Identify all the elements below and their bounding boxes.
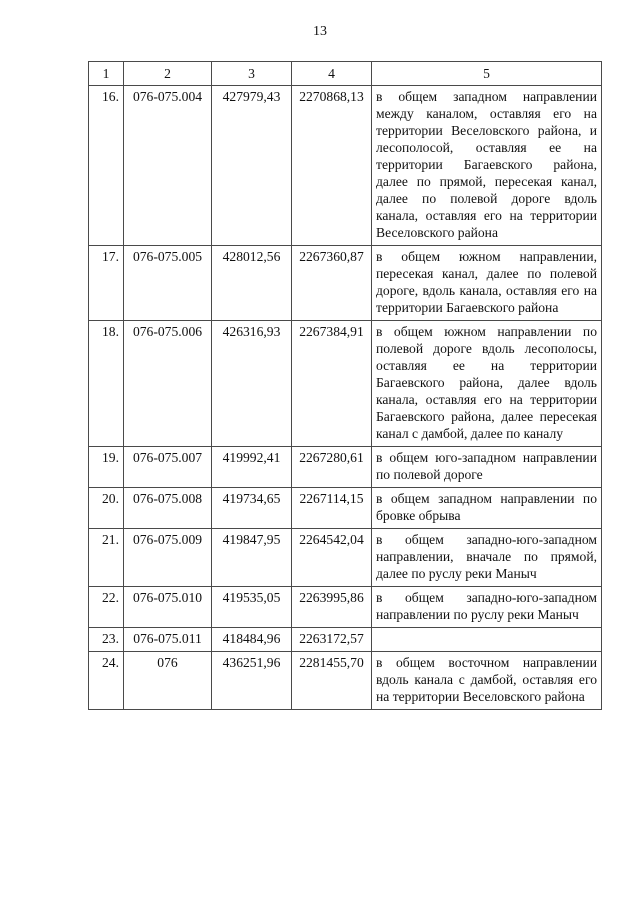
coordinate-y-cell: 2281455,70 xyxy=(292,652,372,710)
row-number-cell: 19. xyxy=(89,447,124,488)
coordinate-y-cell: 2270868,13 xyxy=(292,86,372,246)
table-row xyxy=(89,447,602,488)
point-code-cell: 076-075.006 xyxy=(124,321,212,447)
point-code-cell: 076-075.004 xyxy=(124,86,212,246)
coordinate-y-cell: 2267114,15 xyxy=(292,488,372,529)
coordinate-y-cell: 2267280,61 xyxy=(292,447,372,488)
point-code-cell: 076-075.010 xyxy=(124,587,212,628)
table-row xyxy=(89,246,602,321)
coordinate-x-cell: 419734,65 xyxy=(212,488,292,529)
description-cell xyxy=(372,628,602,652)
point-code-cell: 076 xyxy=(124,652,212,710)
coordinate-x-cell: 418484,96 xyxy=(212,628,292,652)
column-header-3: 3 xyxy=(212,62,292,86)
table-row xyxy=(89,628,602,652)
column-header-1: 1 xyxy=(89,62,124,86)
description-cell: в общем восточном направлении вдоль канала с дамбой, оставляя его на территории Веселовского района xyxy=(372,652,602,710)
description-cell: в общем южном направлении по полевой дороге вдоль лесополосы, оставляя ее на территории Багаевского района, далее вдоль канала, оставляя его на территории Багаевского района, далее пересекая канал с дамбой, далее по каналу xyxy=(372,321,602,447)
coordinate-y-cell: 2263172,57 xyxy=(292,628,372,652)
table-row xyxy=(89,321,602,447)
table-row xyxy=(89,652,602,710)
table-row xyxy=(89,587,602,628)
point-code-cell: 076-075.011 xyxy=(124,628,212,652)
coordinate-x-cell: 426316,93 xyxy=(212,321,292,447)
table-row xyxy=(89,529,602,587)
point-code-cell: 076-075.008 xyxy=(124,488,212,529)
row-number-cell: 16. xyxy=(89,86,124,246)
description-cell: в общем западно-юго-западном направлении по руслу реки Маныч xyxy=(372,587,602,628)
column-header-5: 5 xyxy=(372,62,602,86)
point-code-cell: 076-075.009 xyxy=(124,529,212,587)
table-header-row xyxy=(89,62,602,86)
description-cell: в общем западно-юго-западном направлении, вначале по прямой, далее по руслу реки Маныч xyxy=(372,529,602,587)
coordinate-x-cell: 427979,43 xyxy=(212,86,292,246)
coordinate-y-cell: 2264542,04 xyxy=(292,529,372,587)
coordinate-x-cell: 436251,96 xyxy=(212,652,292,710)
coordinate-y-cell: 2263995,86 xyxy=(292,587,372,628)
row-number-cell: 21. xyxy=(89,529,124,587)
column-header-4: 4 xyxy=(292,62,372,86)
row-number-cell: 23. xyxy=(89,628,124,652)
table-row xyxy=(89,488,602,529)
column-header-2: 2 xyxy=(124,62,212,86)
table-body xyxy=(89,86,602,710)
point-code-cell: 076-075.007 xyxy=(124,447,212,488)
description-cell: в общем южном направлении, пересекая канал, далее по полевой дороге, вдоль канала, оставляя его на территории Багаевского района xyxy=(372,246,602,321)
point-code-cell: 076-075.005 xyxy=(124,246,212,321)
description-cell: в общем юго-западном направлении по полевой дороге xyxy=(372,447,602,488)
coordinate-x-cell: 419847,95 xyxy=(212,529,292,587)
row-number-cell: 17. xyxy=(89,246,124,321)
coordinate-x-cell: 419992,41 xyxy=(212,447,292,488)
coordinate-y-cell: 2267360,87 xyxy=(292,246,372,321)
coordinate-y-cell: 2267384,91 xyxy=(292,321,372,447)
table-row xyxy=(89,86,602,246)
coordinate-x-cell: 419535,05 xyxy=(212,587,292,628)
description-cell: в общем западном направлении по бровке обрыва xyxy=(372,488,602,529)
coordinate-x-cell: 428012,56 xyxy=(212,246,292,321)
row-number-cell: 18. xyxy=(89,321,124,447)
boundary-points-table xyxy=(88,61,602,710)
page-number: 13 xyxy=(313,24,327,39)
row-number-cell: 20. xyxy=(89,488,124,529)
row-number-cell: 22. xyxy=(89,587,124,628)
description-cell: в общем западном направлении между каналом, оставляя его на территории Веселовского района, и лесополосой, оставляя ее на территории Багаевского района, далее по прямой, пересекая канал, далее по полевой дороге вдоль канала, оставляя его на территории Веселовского района xyxy=(372,86,602,246)
row-number-cell: 24. xyxy=(89,652,124,710)
